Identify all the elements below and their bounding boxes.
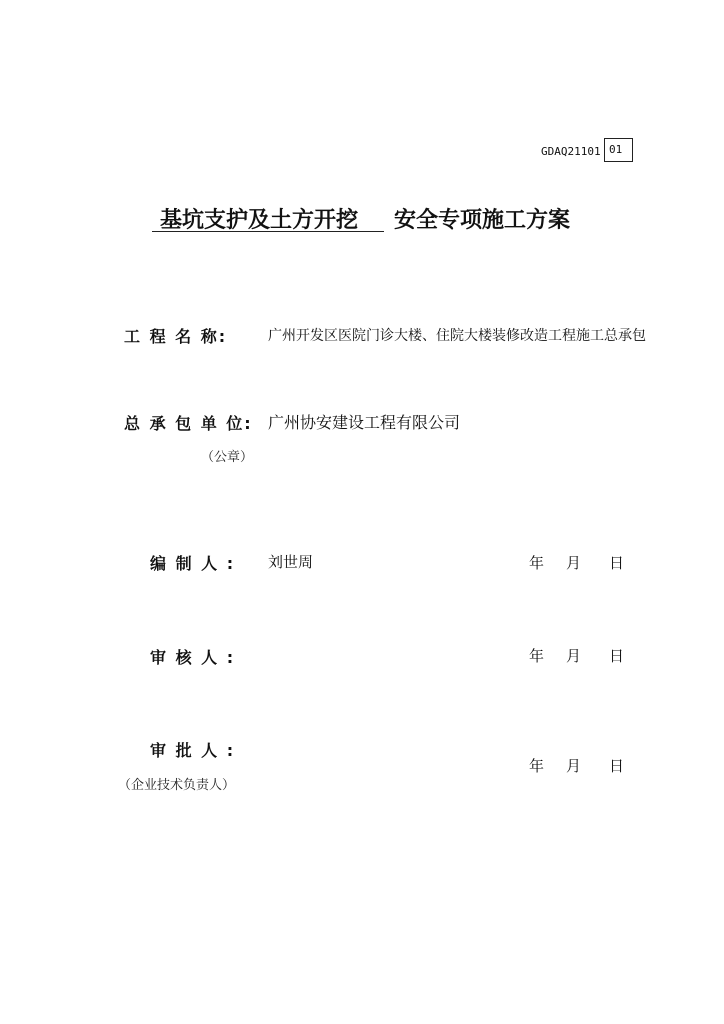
title-suffix: 安全专项施工方案 (394, 208, 571, 233)
approver-label: 审 批 人 : (150, 741, 236, 760)
date-day: 日 (609, 647, 625, 665)
date-year: 年 (529, 757, 545, 775)
date-day: 日 (609, 757, 625, 775)
project-name-value: 广州开发区医院门诊大楼、住院大楼装修改造工程施工总承包 (268, 328, 646, 344)
document-code: GDAQ21101 (541, 145, 601, 158)
compiler-label: 编 制 人 : (150, 554, 236, 573)
approver-date (529, 755, 624, 776)
date-month: 月 (566, 554, 582, 572)
approver-note: （企业技术负责人） (118, 778, 236, 793)
reviewer-date (529, 645, 624, 666)
date-month: 月 (566, 757, 582, 775)
seal-note: （公章） (201, 450, 254, 465)
title-underlined: 基坑支护及土方开挖 (160, 208, 359, 233)
date-year: 年 (529, 647, 545, 665)
contractor-value: 广州协安建设工程有限公司 (268, 413, 461, 432)
date-month: 月 (566, 647, 582, 665)
title-underline (152, 231, 384, 232)
date-day: 日 (609, 554, 625, 572)
compiler-value: 刘世周 (268, 553, 314, 571)
contractor-label: 总 承 包 单 位: (124, 414, 253, 433)
project-name-label: 工 程 名 称: (124, 327, 228, 346)
document-code-box: 01 (604, 138, 633, 162)
reviewer-label: 审 核 人 : (150, 648, 236, 667)
compiler-date (529, 552, 624, 573)
date-year: 年 (529, 554, 545, 572)
